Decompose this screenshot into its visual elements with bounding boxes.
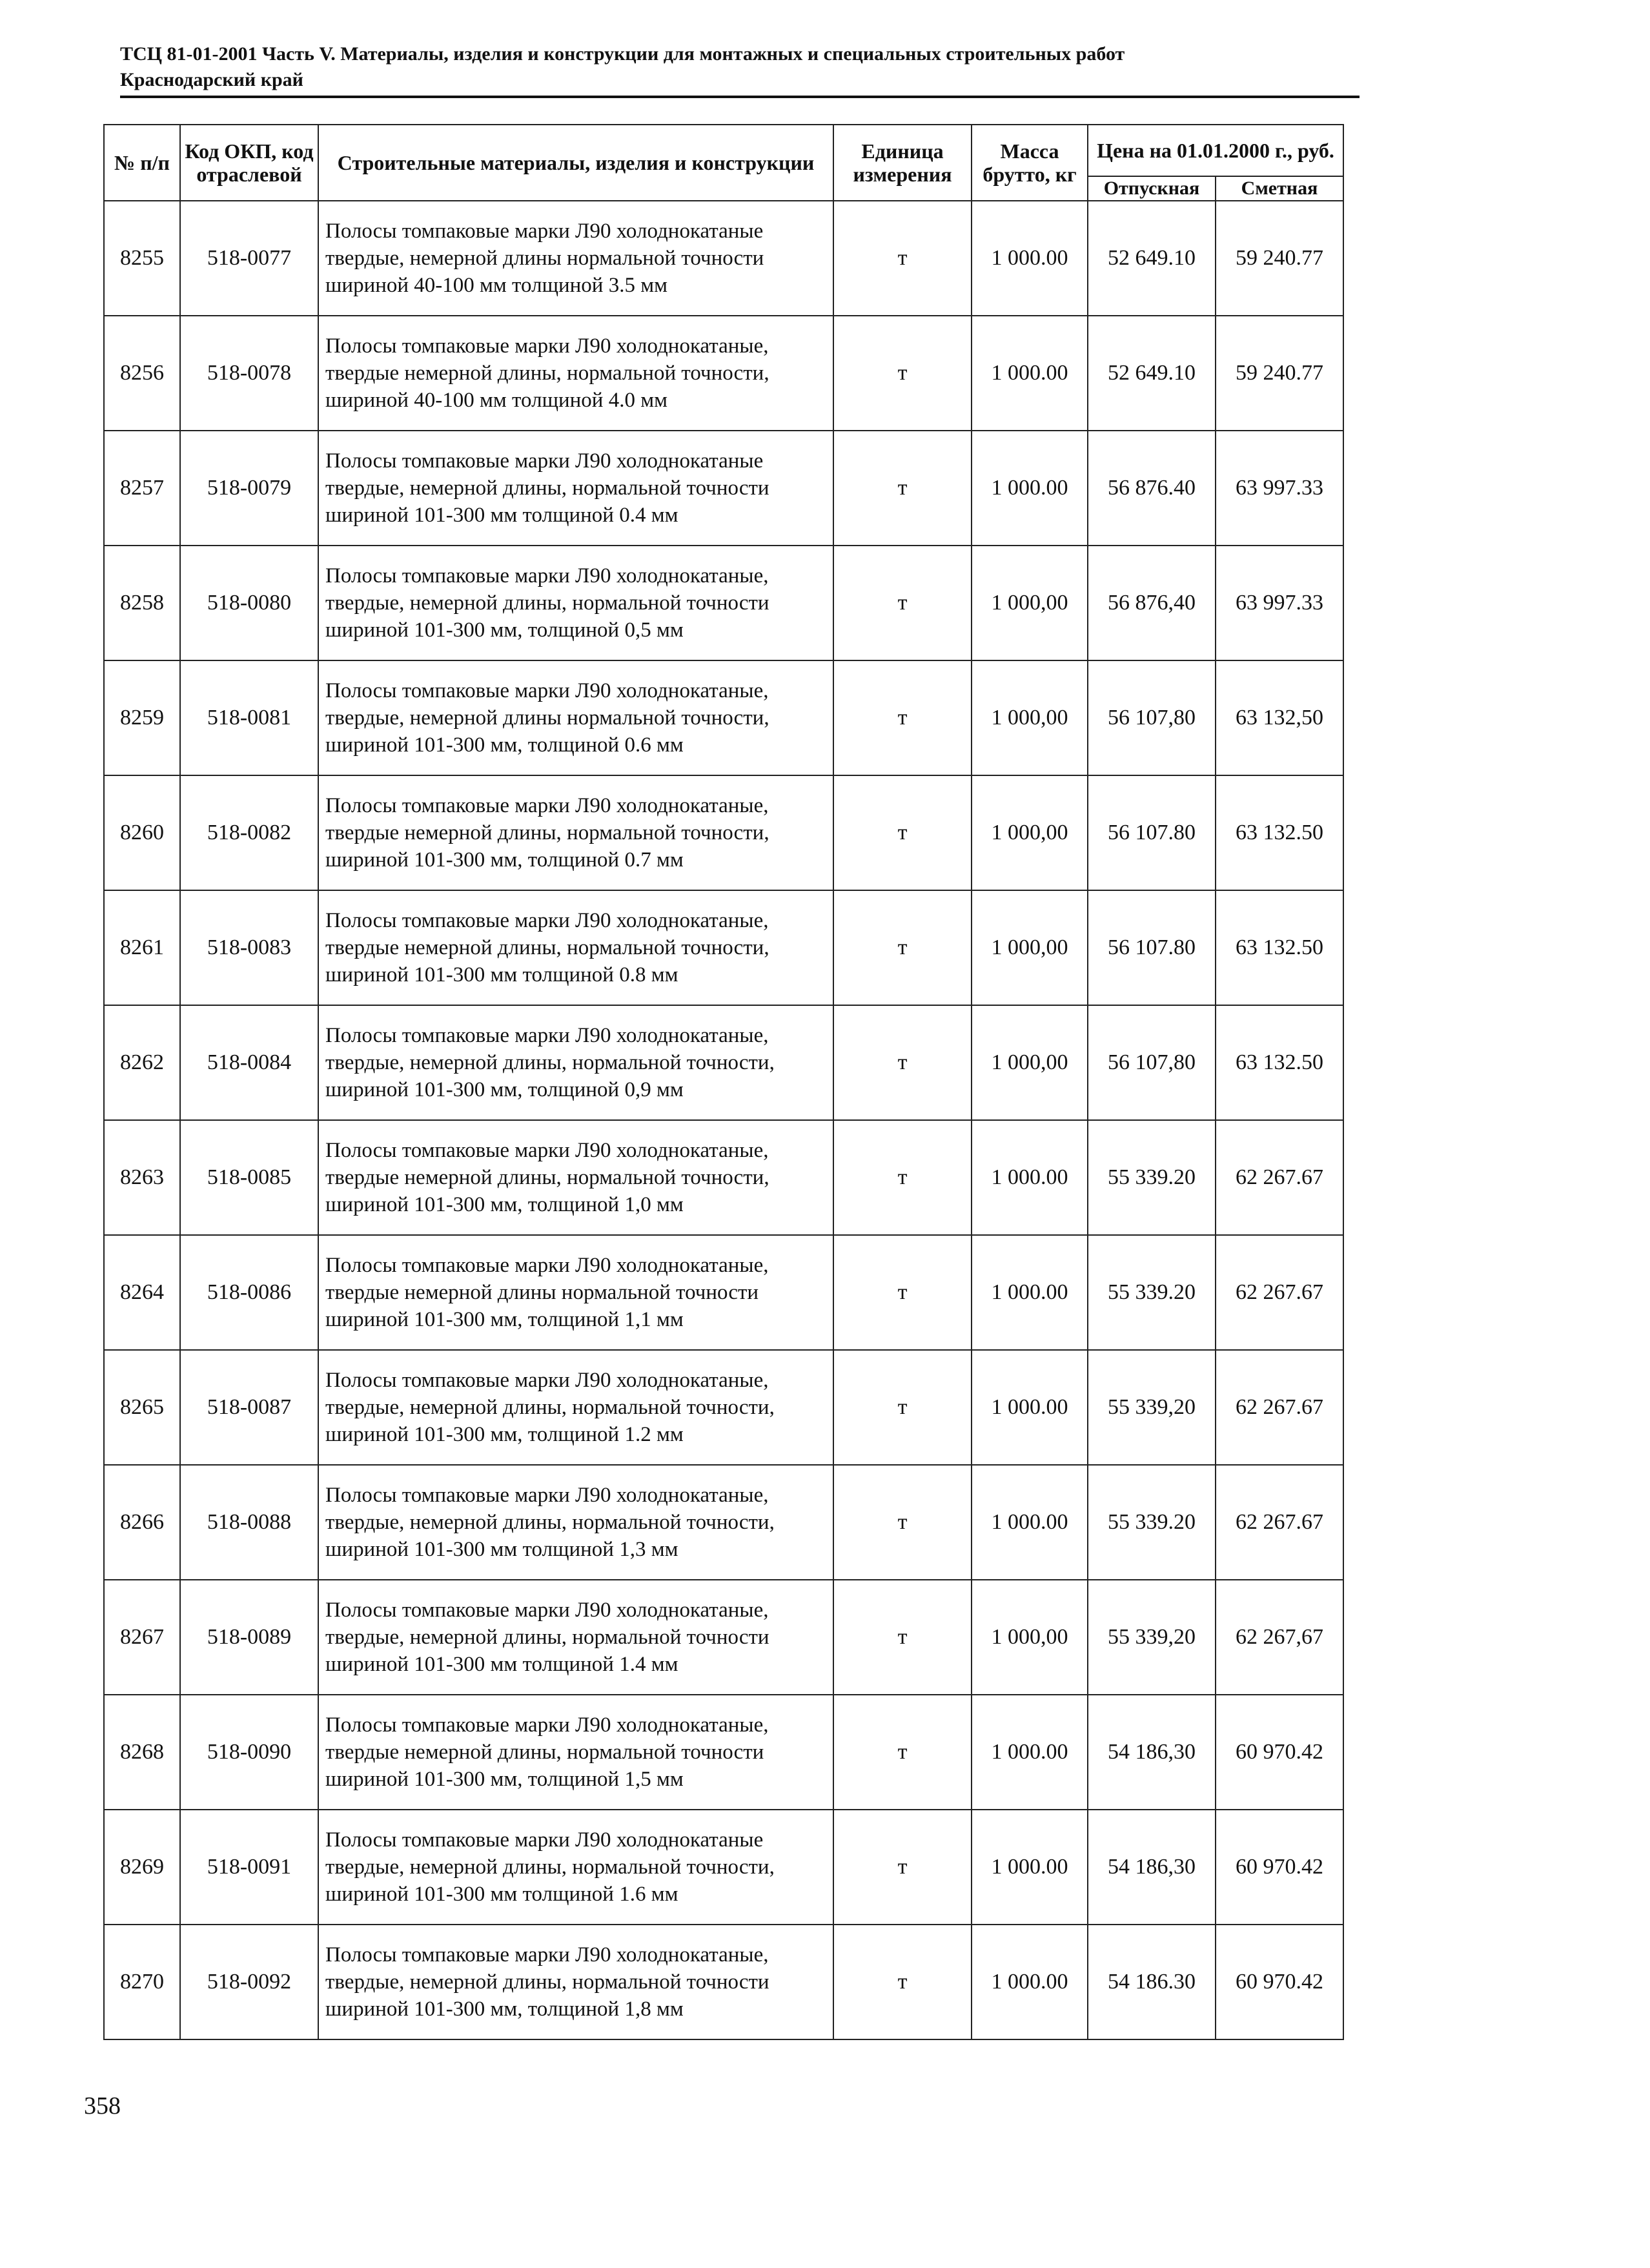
cell-estimate: 63 132.50 xyxy=(1216,890,1343,1005)
cell-mass: 1 000,00 xyxy=(972,546,1088,660)
cell-mass: 1 000.00 xyxy=(972,431,1088,546)
cell-name: Полосы томпаковые марки Л90 холоднокатаные, твердые немерной длины, нормальной точности шириной 101-300 мм, толщиной 1,5 мм xyxy=(318,1695,833,1810)
table-row xyxy=(104,1235,1343,1350)
cell-unit: т xyxy=(833,890,972,1005)
cell-release: 56 107.80 xyxy=(1088,890,1216,1005)
cell-mass: 1 000,00 xyxy=(972,1005,1088,1120)
cell-estimate: 62 267.67 xyxy=(1216,1235,1343,1350)
cell-name: Полосы томпаковые марки Л90 холоднокатаные твердые, немерной длины, нормальной точности шириной 101-300 мм толщиной 0.4 мм xyxy=(318,431,833,546)
cell-release: 55 339.20 xyxy=(1088,1465,1216,1580)
cell-mass: 1 000.00 xyxy=(972,1350,1088,1465)
table-row xyxy=(104,201,1343,316)
cell-num: 8265 xyxy=(104,1350,180,1465)
cell-release: 54 186.30 xyxy=(1088,1925,1216,2039)
cell-estimate: 63 997.33 xyxy=(1216,546,1343,660)
cell-num: 8259 xyxy=(104,660,180,775)
cell-code: 518-0080 xyxy=(180,546,318,660)
cell-name: Полосы томпаковые марки Л90 холоднокатаные, твердые немерной длины, нормальной точности, шириной 101-300 мм толщиной 0.8 мм xyxy=(318,890,833,1005)
page-header xyxy=(120,41,1360,98)
cell-num: 8264 xyxy=(104,1235,180,1350)
cell-code: 518-0077 xyxy=(180,201,318,316)
cell-release: 55 339.20 xyxy=(1088,1120,1216,1235)
cell-mass: 1 000.00 xyxy=(972,1120,1088,1235)
cell-estimate: 63 132.50 xyxy=(1216,775,1343,890)
cell-mass: 1 000.00 xyxy=(972,1810,1088,1925)
table-header-row xyxy=(104,125,1343,176)
cell-code: 518-0086 xyxy=(180,1235,318,1350)
table-row xyxy=(104,890,1343,1005)
page-number: 358 xyxy=(84,2092,121,2120)
table-row xyxy=(104,1350,1343,1465)
cell-estimate: 59 240.77 xyxy=(1216,201,1343,316)
cell-estimate: 63 997.33 xyxy=(1216,431,1343,546)
cell-unit: т xyxy=(833,1350,972,1465)
cell-release: 55 339,20 xyxy=(1088,1350,1216,1465)
cell-num: 8255 xyxy=(104,201,180,316)
cell-mass: 1 000,00 xyxy=(972,1580,1088,1695)
cell-release: 56 876,40 xyxy=(1088,546,1216,660)
header-region: Краснодарский край xyxy=(120,69,303,90)
cell-num: 8258 xyxy=(104,546,180,660)
cell-code: 518-0092 xyxy=(180,1925,318,2039)
cell-code: 518-0083 xyxy=(180,890,318,1005)
cell-name: Полосы томпаковые марки Л90 холоднокатаные, твердые немерной длины нормальной точности шириной 101-300 мм, толщиной 1,1 мм xyxy=(318,1235,833,1350)
cell-unit: т xyxy=(833,1005,972,1120)
table-row xyxy=(104,546,1343,660)
cell-release: 54 186,30 xyxy=(1088,1695,1216,1810)
cell-release: 52 649.10 xyxy=(1088,201,1216,316)
cell-name: Полосы томпаковые марки Л90 холоднокатаные, твердые, немерной длины, нормальной точности шириной 101-300 мм, толщиной 0,5 мм xyxy=(318,546,833,660)
cell-num: 8269 xyxy=(104,1810,180,1925)
cell-release: 52 649.10 xyxy=(1088,316,1216,431)
cell-unit: т xyxy=(833,1925,972,2039)
cell-code: 518-0078 xyxy=(180,316,318,431)
col-code-header: Код ОКП, код отраслевой xyxy=(180,125,318,201)
cell-mass: 1 000.00 xyxy=(972,316,1088,431)
col-price-header: Цена на 01.01.2000 г., руб. xyxy=(1088,125,1343,176)
cell-unit: т xyxy=(833,1695,972,1810)
cell-name: Полосы томпаковые марки Л90 холоднокатаные, твердые, немерной длины, нормальной точности, шириной 101-300 мм, толщиной 1.2 мм xyxy=(318,1350,833,1465)
cell-release: 55 339.20 xyxy=(1088,1235,1216,1350)
table-row xyxy=(104,775,1343,890)
cell-unit: т xyxy=(833,546,972,660)
cell-code: 518-0087 xyxy=(180,1350,318,1465)
cell-num: 8261 xyxy=(104,890,180,1005)
cell-name: Полосы томпаковые марки Л90 холоднокатаные твердые, немерной длины, нормальной точности, шириной 101-300 мм толщиной 1.6 мм xyxy=(318,1810,833,1925)
cell-name: Полосы томпаковые марки Л90 холоднокатаные, твердые, немерной длины, нормальной точности шириной 101-300 мм толщиной 1.4 мм xyxy=(318,1580,833,1695)
cell-code: 518-0082 xyxy=(180,775,318,890)
cell-num: 8266 xyxy=(104,1465,180,1580)
cell-name: Полосы томпаковые марки Л90 холоднокатаные, твердые, немерной длины нормальной точности, шириной 101-300 мм, толщиной 0.6 мм xyxy=(318,660,833,775)
cell-mass: 1 000.00 xyxy=(972,1925,1088,2039)
col-mass-header: Масса брутто, кг xyxy=(972,125,1088,201)
cell-estimate: 62 267,67 xyxy=(1216,1580,1343,1695)
table-row xyxy=(104,1580,1343,1695)
cell-code: 518-0089 xyxy=(180,1580,318,1695)
cell-release: 56 107.80 xyxy=(1088,775,1216,890)
cell-unit: т xyxy=(833,1465,972,1580)
cell-estimate: 62 267.67 xyxy=(1216,1350,1343,1465)
table-row xyxy=(104,1810,1343,1925)
cell-num: 8268 xyxy=(104,1695,180,1810)
cell-code: 518-0084 xyxy=(180,1005,318,1120)
table-row xyxy=(104,1925,1343,2039)
cell-name: Полосы томпаковые марки Л90 холоднокатаные, твердые, немерной длины, нормальной точности, шириной 101-300 мм, толщиной 0,9 мм xyxy=(318,1005,833,1120)
col-name-header: Строительные материалы, изделия и конструкции xyxy=(318,125,833,201)
table-row xyxy=(104,1120,1343,1235)
table-row xyxy=(104,1465,1343,1580)
cell-code: 518-0088 xyxy=(180,1465,318,1580)
table-row xyxy=(104,1695,1343,1810)
cell-estimate: 62 267.67 xyxy=(1216,1465,1343,1580)
cell-unit: т xyxy=(833,660,972,775)
cell-num: 8260 xyxy=(104,775,180,890)
cell-code: 518-0090 xyxy=(180,1695,318,1810)
cell-estimate: 63 132,50 xyxy=(1216,660,1343,775)
col-num-header: № п/п xyxy=(104,125,180,201)
cell-mass: 1 000,00 xyxy=(972,890,1088,1005)
cell-code: 518-0085 xyxy=(180,1120,318,1235)
cell-unit: т xyxy=(833,1120,972,1235)
price-table xyxy=(103,124,1344,2040)
table-row xyxy=(104,316,1343,431)
cell-num: 8256 xyxy=(104,316,180,431)
cell-mass: 1 000.00 xyxy=(972,1235,1088,1350)
col-estimate-header: Сметная xyxy=(1216,176,1343,201)
cell-num: 8263 xyxy=(104,1120,180,1235)
cell-unit: т xyxy=(833,1580,972,1695)
cell-mass: 1 000.00 xyxy=(972,1695,1088,1810)
cell-mass: 1 000.00 xyxy=(972,201,1088,316)
cell-estimate: 62 267.67 xyxy=(1216,1120,1343,1235)
table-row xyxy=(104,431,1343,546)
cell-name: Полосы томпаковые марки Л90 холоднокатаные твердые, немерной длины нормальной точности шириной 40-100 мм толщиной 3.5 мм xyxy=(318,201,833,316)
cell-mass: 1 000.00 xyxy=(972,1465,1088,1580)
cell-release: 55 339,20 xyxy=(1088,1580,1216,1695)
cell-estimate: 60 970.42 xyxy=(1216,1695,1343,1810)
header-title: ТСЦ 81-01-2001 Часть V. Материалы, изделия и конструкции для монтажных и специальных строительных работ xyxy=(120,43,1125,65)
cell-unit: т xyxy=(833,431,972,546)
cell-name: Полосы томпаковые марки Л90 холоднокатаные, твердые, немерной длины, нормальной точности шириной 101-300 мм, толщиной 1,8 мм xyxy=(318,1925,833,2039)
cell-mass: 1 000,00 xyxy=(972,660,1088,775)
cell-unit: т xyxy=(833,1810,972,1925)
cell-name: Полосы томпаковые марки Л90 холоднокатаные, твердые немерной длины, нормальной точности, шириной 101-300 мм, толщиной 1,0 мм xyxy=(318,1120,833,1235)
cell-release: 56 876.40 xyxy=(1088,431,1216,546)
cell-estimate: 60 970.42 xyxy=(1216,1810,1343,1925)
cell-release: 56 107,80 xyxy=(1088,660,1216,775)
cell-estimate: 60 970.42 xyxy=(1216,1925,1343,2039)
cell-num: 8267 xyxy=(104,1580,180,1695)
cell-code: 518-0091 xyxy=(180,1810,318,1925)
cell-mass: 1 000,00 xyxy=(972,775,1088,890)
cell-num: 8262 xyxy=(104,1005,180,1120)
cell-unit: т xyxy=(833,1235,972,1350)
cell-unit: т xyxy=(833,201,972,316)
cell-release: 56 107,80 xyxy=(1088,1005,1216,1120)
cell-code: 518-0079 xyxy=(180,431,318,546)
table-body xyxy=(104,201,1343,2039)
cell-unit: т xyxy=(833,775,972,890)
col-unit-header: Единица измерения xyxy=(833,125,972,201)
cell-name: Полосы томпаковые марки Л90 холоднокатаные, твердые немерной длины, нормальной точности, шириной 40-100 мм толщиной 4.0 мм xyxy=(318,316,833,431)
cell-estimate: 63 132.50 xyxy=(1216,1005,1343,1120)
col-release-header: Отпускная xyxy=(1088,176,1216,201)
cell-num: 8270 xyxy=(104,1925,180,2039)
cell-code: 518-0081 xyxy=(180,660,318,775)
table-row xyxy=(104,1005,1343,1120)
cell-estimate: 59 240.77 xyxy=(1216,316,1343,431)
cell-release: 54 186,30 xyxy=(1088,1810,1216,1925)
cell-num: 8257 xyxy=(104,431,180,546)
cell-name: Полосы томпаковые марки Л90 холоднокатаные, твердые немерной длины, нормальной точности, шириной 101-300 мм, толщиной 0.7 мм xyxy=(318,775,833,890)
cell-name: Полосы томпаковые марки Л90 холоднокатаные, твердые, немерной длины, нормальной точности, шириной 101-300 мм толщиной 1,3 мм xyxy=(318,1465,833,1580)
cell-unit: т xyxy=(833,316,972,431)
table-row xyxy=(104,660,1343,775)
